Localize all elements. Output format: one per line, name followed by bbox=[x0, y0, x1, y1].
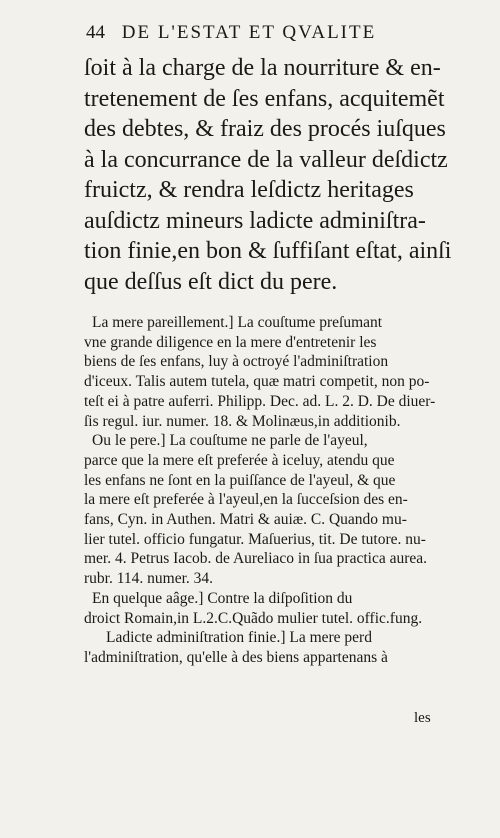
annotation-line: ſis regul. iur. numer. 18. & Molinæus,in additionib. bbox=[84, 412, 401, 430]
annotation-line: mer. 4. Petrus Iacob. de Aureliaco in ſua practica aurea. bbox=[84, 550, 428, 568]
annotation-line: fans, Cyn. in Authen. Matri & auiæ. C. Quando mu- bbox=[84, 511, 407, 529]
annotation-line: rubr. 114. numer. 34. bbox=[84, 570, 214, 588]
annotation-line: Ou le pere.] La couſtume ne parle de l'ayeul, bbox=[92, 432, 368, 450]
main-text-line: auſdictz mineurs ladicte adminiſtra- bbox=[84, 207, 426, 234]
page-header bbox=[86, 22, 446, 46]
annotation-block bbox=[84, 313, 454, 668]
main-text-block bbox=[84, 53, 452, 297]
annotation-line: d'iceux. Talis autem tutela, quæ matri competit, non po- bbox=[84, 373, 430, 391]
main-text-line: des debtes, & fraiz des procés iuſques bbox=[84, 116, 446, 142]
annotation-line: lier tutel. officio fungatur. Maſuerius, tit. De tutore. nu- bbox=[84, 530, 426, 548]
main-text-line: ſoit à la charge de la nourriture & en- bbox=[84, 55, 441, 81]
annotation-line: En quelque aâge.] Contre la diſpoſition du bbox=[92, 589, 353, 607]
main-text-line: fruictz, & rendra leſdictz heritages bbox=[84, 177, 414, 203]
main-text-line: tretenement de ſes enfans, acquitemẽt bbox=[84, 85, 445, 112]
annotation-line: parce que la mere eſt preferée à iceluy, atendu que bbox=[84, 451, 395, 469]
main-text-line: à la concurrance de la valleur deſdictz bbox=[84, 146, 448, 173]
running-title: DE L'ESTAT ET QVALITE bbox=[121, 22, 377, 43]
annotation-line: teſt ei à patre auferri. Philipp. Dec. ad. L. 2. D. De diuer- bbox=[84, 392, 436, 410]
catchword: les bbox=[414, 710, 431, 726]
page-number: 44 bbox=[86, 22, 105, 43]
annotation-line: droict Romain,in L.2.C.Quãdo mulier tutel. offic.fung. bbox=[84, 609, 423, 627]
annotation-line: la mere eſt preferée à l'ayeul,en la ſucceſsion des en- bbox=[84, 491, 408, 509]
annotation-line: vne grande diligence en la mere d'entretenir les bbox=[84, 333, 377, 351]
annotation-line: Ladicte adminiſtration finie.] La mere perd bbox=[106, 629, 372, 647]
main-text-line: que deſſus eſt dict du pere. bbox=[84, 268, 338, 295]
annotation-line: biens de ſes enfans, luy à octroyé l'adminiſtration bbox=[84, 353, 389, 371]
main-text-line: tion finie,en bon & ſuffiſant eſtat, ainſi bbox=[84, 238, 452, 264]
annotation-line: La mere pareillement.] La couſtume preſumant bbox=[92, 314, 383, 331]
annotation-line: l'adminiſtration, qu'elle à des biens appartenans à bbox=[84, 648, 388, 666]
annotation-line: les enfans ne ſont en la puiſſance de l'ayeul, & que bbox=[84, 471, 396, 489]
